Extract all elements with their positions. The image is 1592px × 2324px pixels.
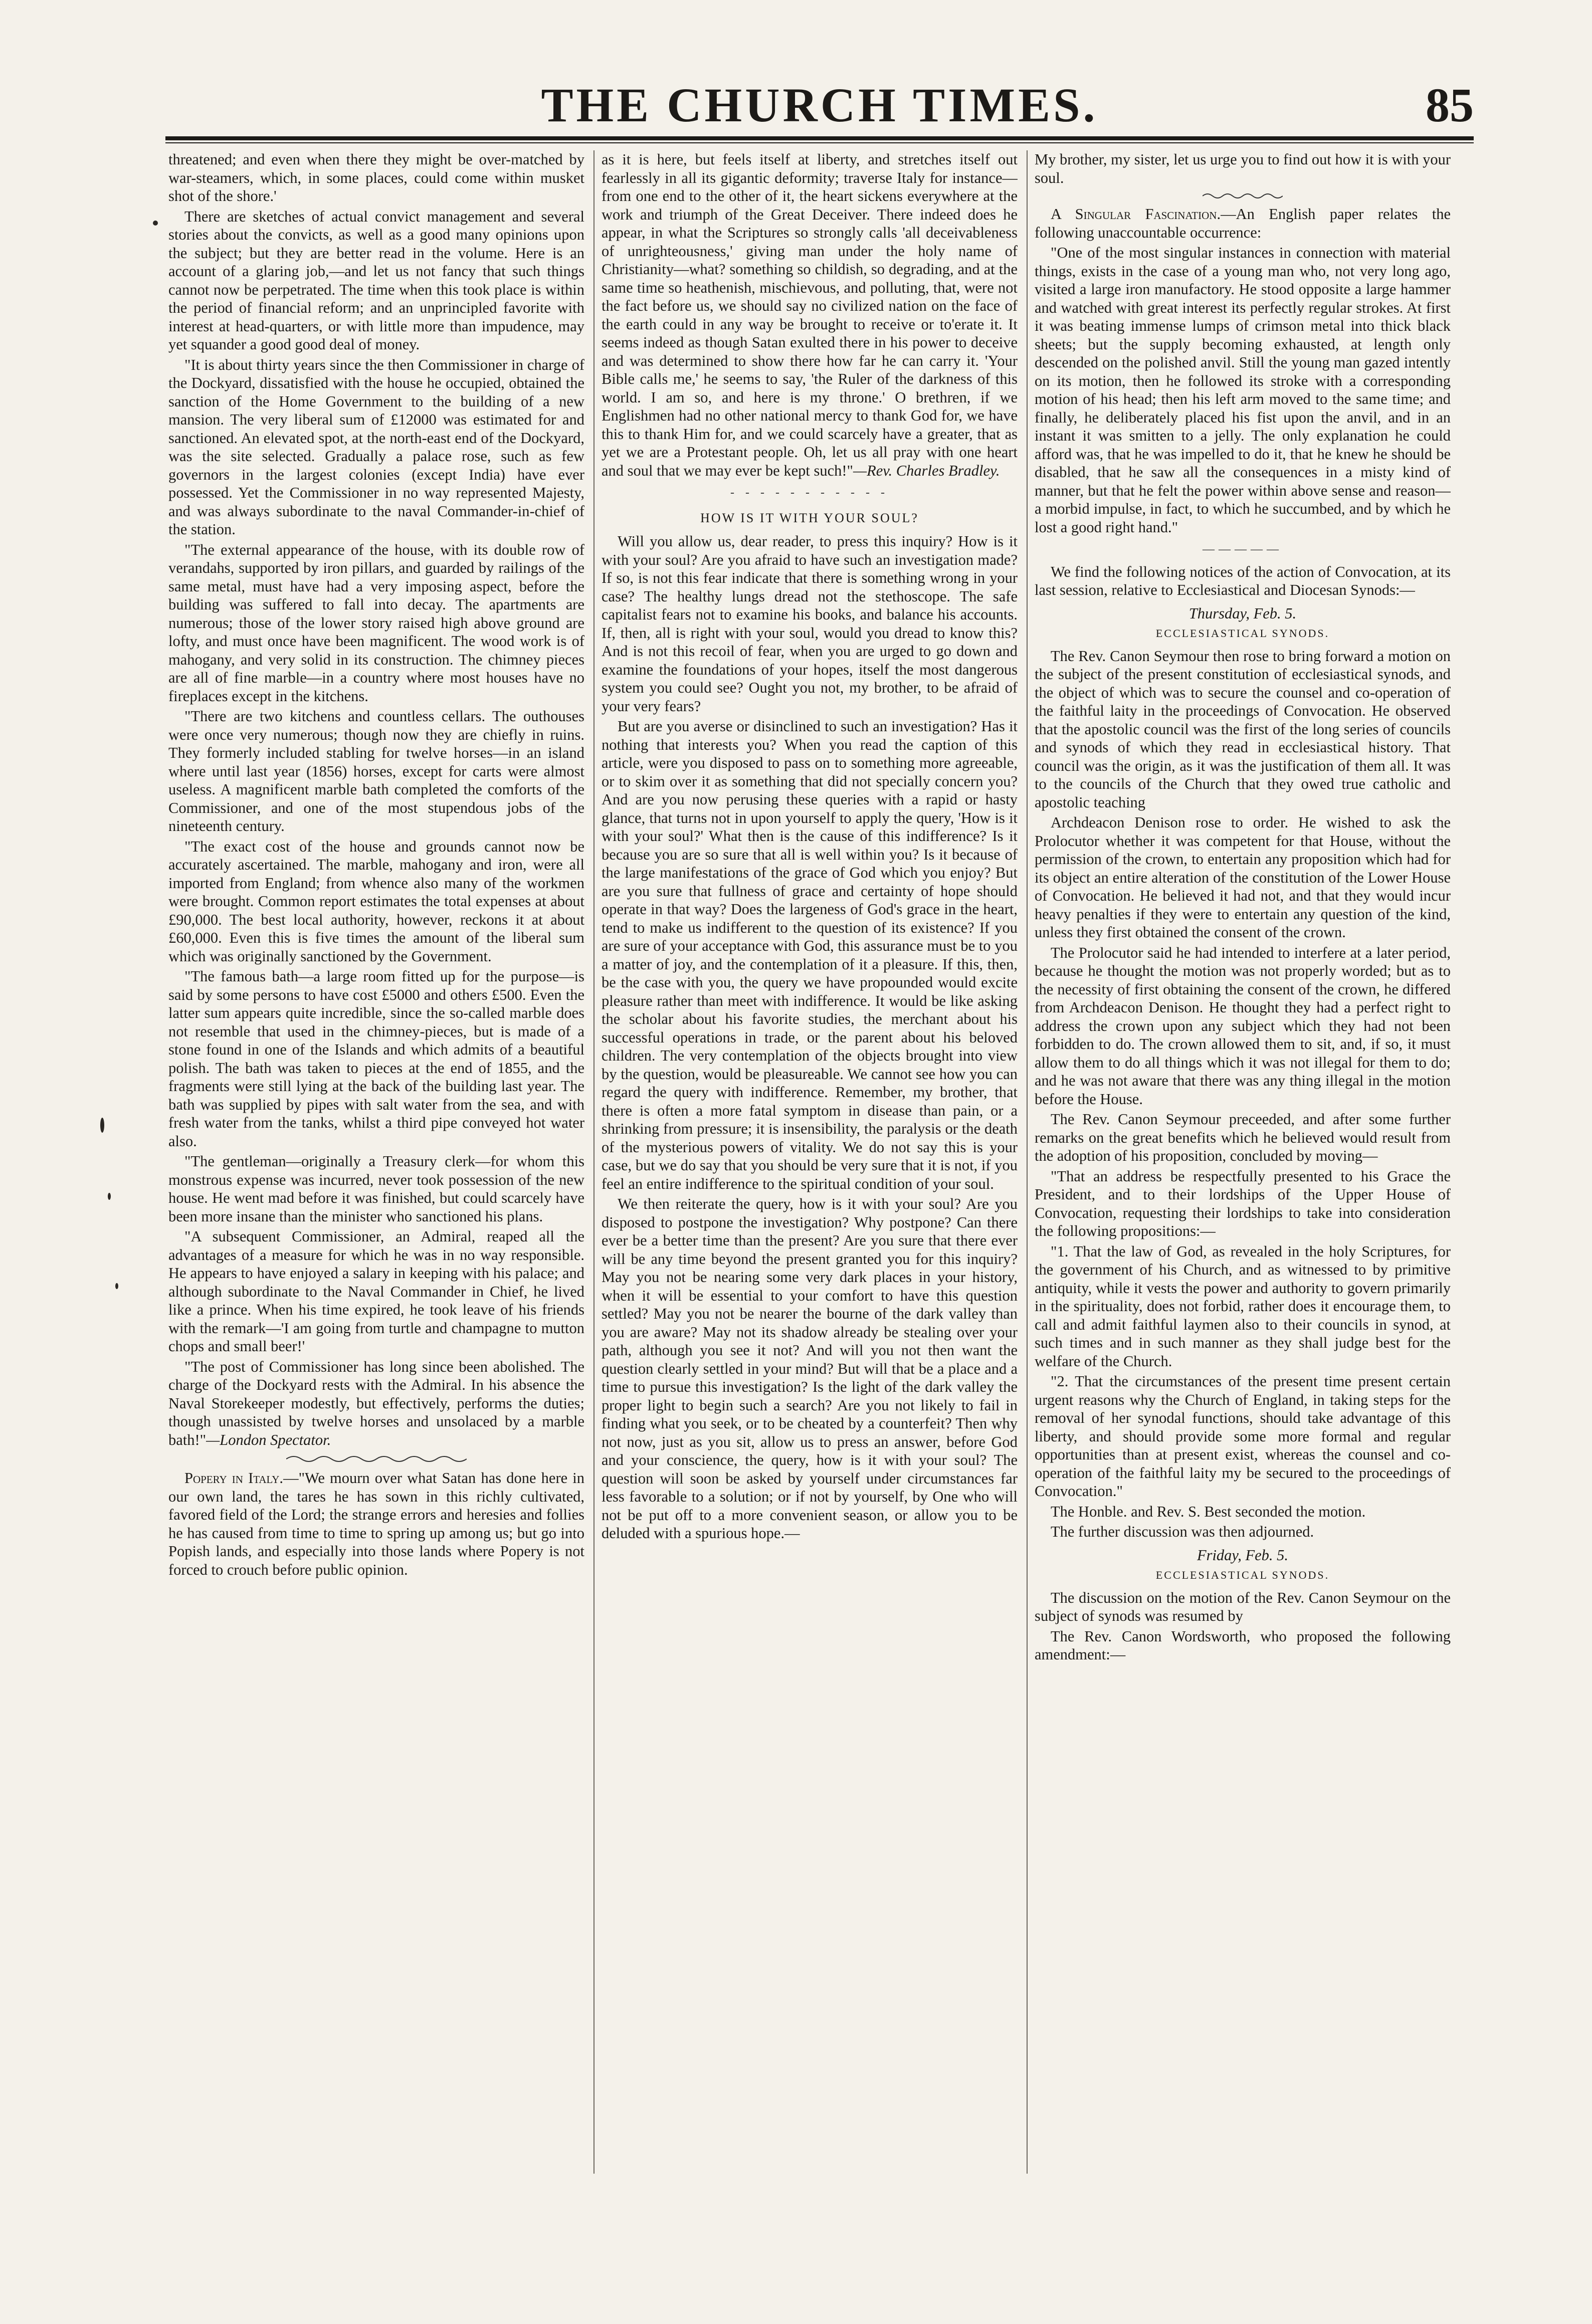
masthead-rule-thin bbox=[165, 142, 1474, 143]
paragraph-text: as it is here, but feels itself at liberty, and stretches itself out fearlessly in all its gigantic deformity; traverse Italy for instance—from one end to the other of it, the heart sickens everywhere at the work and triumph of the Great Deceiver. There indeed does he appear, in what the Scriptures so strongly calls 'all deceivableness of unrighteousness,' giving man under the holy name of Christianity—what? something so childish, so degrading, and at the same time so heathenish, mischievous, and polluting, that, were not the fact before us, we should say no civilized nation on the face of the earth could in any way be brought to receive or to'erate it. It seems indeed as though Satan exulted there in his power to deceive and was determined to show there how far he can carry it. 'Your Bible calls me,' he seems to say, 'the Ruler of the darkness of this world. I am so, and here is my throne.' O brethren, if we Englishmen had no other national mercy to thank God for, we have this to thank Him for, and we could scarcely have a greater, that as yet we are a Protestant people. Oh, let us all pray with one heart and soul that we may ever be kept such!" bbox=[602, 151, 1018, 479]
article-paragraph: "The gentleman—originally a Treasury clerk—for whom this monstrous expense was incurred, never took possession of the new house. He went mad before it was finished, but could scarcely have been more insane than the minister who sanctioned his plans. bbox=[168, 1153, 584, 1225]
article-paragraph: "1. That the law of God, as revealed in the holy Scriptures, for the government of his Church, and as witnessed to by primitive antiquity, while it vests the power and authority to govern primarily in the spirituality, does not forbid, rather does it encourage them, to call and admit faithful laymen also to their councils in synod, at such times and in such manner as they shall judge best for the welfare of the Church. bbox=[1035, 1242, 1451, 1370]
source-attribution: —Rev. Charles Bradley. bbox=[853, 462, 1000, 479]
paragraph-text: "The post of Commissioner has long since been abolished. The charge of the Dockyard rests with the Admiral. In his absence the Naval Storekeeper modestly, but effectively, performs the duties; though unassisted by twelve horses and unsolaced by a marble bath!" bbox=[168, 1358, 584, 1448]
article-paragraph: The discussion on the motion of the Rev. Canon Seymour on the subject of synods was resumed by bbox=[1035, 1589, 1451, 1624]
article-paragraph: "2. That the circumstances of the present time present certain urgent reasons why the Church of England, in taking steps for the removal of her synodal functions, should take advantage of this liberty, and should provide some more formal and regular opportunities than at present exist, whereas the counsel and co-operation of the faithful laity my be secured to the proceedings of Convocation." bbox=[1035, 1373, 1451, 1500]
article-paragraph bbox=[168, 1358, 584, 1449]
article-paragraph: "One of the most singular instances in connection with material things, exists in the case of a young man who, not very long ago, visited a large iron manufactory. He stood opposite a large hammer and watched with great interest its perfectly regular strokes. At first it was beating immense lumps of crimson metal into thick black sheets; but the supply becoming exhausted, at length only descended on the polished anvil. Still the young man gazed intently on its motion, then he followed its stroke with a corresponding motion of his head; then his left arm moved to the same time; and finally, he deliberately placed his fist upon the anvil, and in an instant it was smitten to a jelly. The only explanation he could afford was, that he was impelled to do it, that he knew he should be disabled, that he saw all the consequences in a misty kind of manner, but that he felt the power within above sense and reason—a morbid impulse, in fact, to which he succumbed, and by which he lost a good right hand." bbox=[1035, 244, 1451, 536]
article-paragraph: The Rev. Canon Wordsworth, who proposed the following amendment:— bbox=[1035, 1627, 1451, 1663]
column-divider-1 bbox=[593, 150, 594, 2174]
article-paragraph: The Prolocutor said he had intended to interfere at a later period, because he thought the motion was not properly worded; but as to the necessity of first obtaining the consent of the crown, he differed from Archdeacon Denison. He thought they had a perfect right to address the crown upon any subject which they had not been forbidden to do. The crown allowed them to sit, and, if so, it must allow them to do all things which it was not illegal for them to do; and he was not aware that there was any thing illegal in the motion before the House. bbox=[1035, 944, 1451, 1108]
scan-speck bbox=[100, 1118, 104, 1133]
page-number: 85 bbox=[1426, 78, 1474, 132]
article-paragraph: "The famous bath—a large room fitted up for the purpose—is said by some persons to have cost £5000 and others £500. Even the latter sum appears quite incredible, since the so-called marble does not resemble that used in the chimney-pieces, but is made of a stone found in one of the Islands and which admits of a beautiful polish. The bath was taken to pieces at the end of 1855, and the fragments were still lying at the back of the building last year. The bath was supplied by pipes with salt water from the sea, and with fresh water from the tanks, whilst a third pipe conveyed hot water also. bbox=[168, 968, 584, 1150]
paragraph-text: —"We mourn over what Satan has done here in our own land, the tares he has sown in this richly cultivated, favored field of the Lord; the strange errors and heresies and follies he has caused from time to time to spring up among us; but go into Popish lands, and especially into those lands where Popery is not forced to crouch before public opinion. bbox=[168, 1469, 584, 1578]
article-paragraph: Archdeacon Denison rose to order. He wished to ask the Prolocutor whether it was competent for that House, without the permission of the crown, to entertain any proposition which had for its object an entire alteration of the constitution of the Lower House of Convocation. He believed it had not, and that they would incur heavy penalties if they were to entertain any question of the kind, unless they first obtained the consent of the crown. bbox=[1035, 814, 1451, 941]
section-ornament bbox=[286, 1454, 467, 1464]
article-paragraph bbox=[1035, 205, 1451, 242]
dateline: Friday, Feb. 5. bbox=[1197, 1546, 1289, 1564]
masthead-rule bbox=[165, 136, 1474, 140]
scan-speck bbox=[153, 221, 158, 226]
article-paragraph: "The external appearance of the house, with its double row of verandahs, supported by iron pillars, and guarded by railings of the same metal, must have had a very imposing aspect, before the building was suffered to fall into decay. The apartments are numerous; those of the lower story raised high above ground are lofty, and must once have been magnificent. The wood work is of mahogany, and very solid in its construction. The chimney pieces are all of fine marble—in a country where most houses have no fireplaces except in the kitchens. bbox=[168, 541, 584, 705]
subheading: ECCLESIASTICAL SYNODS. bbox=[1155, 627, 1330, 640]
article-paragraph bbox=[168, 1469, 584, 1579]
article-paragraph: The Rev. Canon Seymour preceeded, and after some further remarks on the great benefits which he believed would result from the adoption of his proposition, concluded by moving— bbox=[1035, 1111, 1451, 1164]
article-paragraph: "The exact cost of the house and grounds cannot now be accurately ascertained. The marble, mahogany and iron, were all imported from England; from whence also many of the workmen were brought. Common report estimates the total expenses at about £90,000. The best local authority, however, reckons it at about £60,000. Even this is five times the amount of the liberal sum which was originally sanctioned by the Government. bbox=[168, 837, 584, 965]
column-divider-2 bbox=[1027, 150, 1028, 2174]
subheading: ECCLESIASTICAL SYNODS. bbox=[1155, 1569, 1330, 1581]
article-paragraph: "There are two kitchens and countless cellars. The outhouses were once very numerous; though now they are chiefly in ruins. They formerly included stabling for twelve horses—in an island where until last year (1856) horses, except for carts were almost useless. A magnificent marble bath completed the comforts of the Commissioner, and one of the most stupendous jobs of the nineteenth century. bbox=[168, 708, 584, 834]
article-paragraph: But are you averse or disinclined to such an investigation? Has it nothing that interests you? When you read the caption of this article, were you disposed to pass on to something more agreeable, or to skim over it as something that did not specially concern you? And are you now perusing these queries with a rapid or hasty glance, that turns not in upon yourself to apply the query, 'How is it with your soul?' What then is the cause of this indifference? Is it because you are so sure that all is well within you? Is it because of the large manifestations of the grace of God which you enjoy? But are you sure that fullness of grace and certainty of hope should operate in that way? Does the largeness of God's grace in the heart, tend to make us indifferent to the question of its existence? If you are sure of your acceptance with God, this assurance must be to you a matter of joy, and the contemplation of it a pleasure. If this, then, be the case with you, the query we have propounded would excite pleasure rather than meet with indifference. It would be like asking the scholar about his favorite studies, the merchant about his successful operations in trade, or the parent about his beloved children. The very contemplation of the objects brought into view by the question, would be pleasureable. We cannot see how you can regard the query with indifference. Remember, my brother, that there is often a more fatal symptom in disease than pain, or a shrinking from pressure; it is insensibility, the paralysis or the death of the mysterious powers of vitality. We do not say this is your case, but we do say that you should be very sure that it is not, if you feel an entire indifference to the spiritual condition of your soul. bbox=[602, 718, 1018, 1192]
paragraph-text: —An English paper relates the following unaccountable occurrence: bbox=[1035, 205, 1451, 241]
dateline: Thursday, Feb. 5. bbox=[1188, 604, 1297, 622]
article-paragraph: We then reiterate the query, how is it with your soul? Are you disposed to postpone the investigation? Why postpone? Can there ever be a better time than the present? Are you sure that there ever will be any time beyond the present granted you for this inquiry? May you not be nearing some very dark places in your history, when it will be essential to your comfort to have this question settled? May you not be nearer the bourne of the dark valley than you are aware? May not its shadow already be stealing over your path, although you see it not? And will you not then want the question clearly settled in your mind? But will that be a place and a time to pursue this investigation? Is the light of the dark valley the proper light to begin such a search? Are you not likely to fail in finding what you seek, or to be cheated by a counterfeit? Then why not now, just as you sit, allow us to press an answer, before God and your conscience, the query, how is it with your soul? The question will soon be asked by yourself under circumstances far less favorable to a solution; or if not by yourself, by One who will not be put off to a more convenient season, or allow you to be deluded with a spurious hope.— bbox=[602, 1195, 1018, 1542]
column-1 bbox=[168, 150, 584, 2174]
scan-speck bbox=[108, 1193, 111, 1200]
article-paragraph: The Honble. and Rev. S. Best seconded the motion. bbox=[1051, 1503, 1366, 1520]
article-heading-inline: A Singular Fascination. bbox=[1051, 205, 1221, 223]
newspaper-title: THE CHURCH TIMES. bbox=[541, 78, 1098, 132]
scan-speck bbox=[115, 1283, 118, 1289]
article-paragraph: "A subsequent Commissioner, an Admiral, reaped all the advantages of a measure for which he was in no way responsible. He appears to have enjoyed a salary in keeping with his palace; and although subordinate to the Naval Commander in Chief, he lived like a prince. When his time expired, he took leave of his friends with the remark—'I am going from turtle and champagne to mutton chops and small beer!' bbox=[168, 1228, 584, 1355]
article-heading-inline: Popery in Italy. bbox=[184, 1469, 284, 1487]
column-2 bbox=[602, 150, 1018, 2174]
article-paragraph: The Rev. Canon Seymour then rose to bring forward a motion on the subject of the present constitution of ecclesiastical synods, and the object of which was to secure the counsel and co-operation of the faithful laity in the proceedings of Convocation. He observed that the apostolic council was the first of the long series of councils and synods of which they read in ecclesiastical history. That council was the origin, as it was the justification of them all. It was to the councils of the Church that they owed true catholic and apostolic teaching bbox=[1035, 647, 1451, 811]
section-divider: ————— bbox=[1203, 543, 1283, 556]
article-paragraph: We find the following notices of the action of Convocation, at its last session, relative to Ecclesiastical and Diocesan Synods:— bbox=[1035, 563, 1451, 598]
section-divider: - - - - - - - - - - - bbox=[730, 486, 889, 499]
article-paragraph bbox=[602, 150, 1018, 480]
article-paragraph: threatened; and even when there they might be over-matched by war-steamers, which, in some places, could come within musket shot of the shore.' bbox=[168, 151, 584, 204]
article-paragraph: "That an address be respectfully presented to his Grace the President, and to their lordships of the Upper House of Convocation, requesting their lordships to take into consideration the following propositions:— bbox=[1035, 1167, 1451, 1239]
article-paragraph: Will you allow us, dear reader, to press this inquiry? How is it with your soul? Are you afraid to have such an investigation made? If so, is not this fear indicate that there is something wrong in your case? The healthy lungs dread not the stethoscope. The safe capitalist fears not to examine his books, and balance his accounts. If, then, all is right with your soul, would you dread to know this? And is not this recoil of fear, when you are urged to go down and examine the foundations of your hopes, itself the most dangerous system you could see? Ought you not, my brother, to be afraid of your very fears? bbox=[602, 533, 1018, 715]
masthead bbox=[165, 75, 1474, 145]
article-heading: HOW IS IT WITH YOUR SOUL? bbox=[700, 510, 919, 525]
source-attribution: —London Spectator. bbox=[206, 1431, 331, 1448]
column-3 bbox=[1035, 150, 1451, 2174]
article-paragraph: "It is about thirty years since the then Commissioner in charge of the Dockyard, dissatisfied with the house he occupied, obtained the sanction of the Home Government to the building of a new mansion. The very liberal sum of £12000 was estimated for and sanctioned. An elevated spot, at the north-east end of the Dockyard, was the site selected. Gradually a palace rose, such as few governors in the largest colonies (except India) have ever possessed. Yet the Commissioner in no way represented Majesty, and was always subordinate to the naval Commander-in-chief of the station. bbox=[168, 356, 584, 538]
section-ornament bbox=[1203, 192, 1283, 200]
article-paragraph: The further discussion was then adjourned. bbox=[1051, 1523, 1314, 1540]
article-paragraph: There are sketches of actual convict management and several stories about the convicts, as well as a good many opinions upon the subject; but they are better read in the volume. Here is an account of a glaring job,—and let us not fancy that such things cannot now be perpetrated. The time when this took place is within the period of financial reform; and an unprincipled favorite with interest at head-quarters, or with little more than impudence, may yet squander a good good deal of money. bbox=[168, 207, 584, 353]
article-paragraph: My brother, my sister, let us urge you to find out how it is with your soul. bbox=[1035, 151, 1451, 186]
